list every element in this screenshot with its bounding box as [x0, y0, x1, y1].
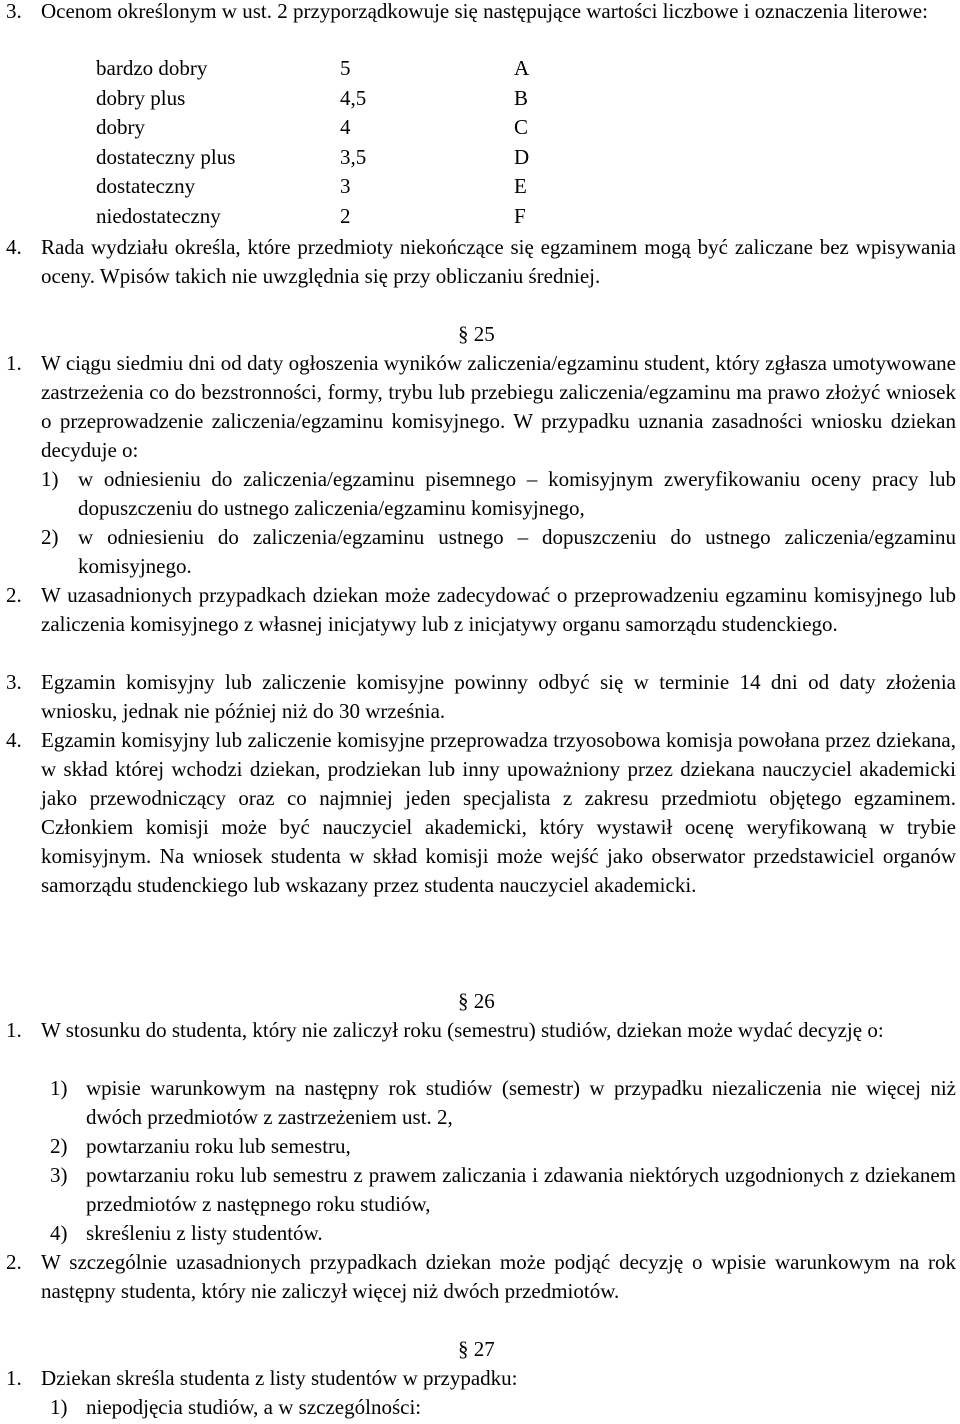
grade-row: [96, 113, 546, 143]
grade-row: [96, 143, 546, 173]
section-25-paragraph-3: [6, 668, 956, 726]
list-item: [50, 1393, 956, 1422]
paragraph-text: Dziekan skreśla studenta z listy studentów w przypadku:: [41, 1366, 518, 1390]
grade-name: dobry: [96, 115, 145, 139]
grade-table: [96, 54, 546, 231]
grade-letter: A: [514, 56, 530, 80]
section-25-paragraph-1: [6, 349, 956, 465]
list-item-number: 1): [41, 467, 59, 491]
grade-value: 5: [340, 56, 351, 80]
grade-letter: D: [514, 144, 530, 169]
grade-letter: C: [514, 115, 529, 139]
list-item-text: w odniesieniu do zaliczenia/egzaminu pisemnego – komisyjnym zweryfikowaniu oceny pracy lub dopuszczeniu do ustnego zaliczenia/egzaminu komisyjnego,: [78, 467, 956, 520]
list-item: [41, 523, 956, 581]
list-item-text: w odniesieniu do zaliczenia/egzaminu ustnego – dopuszczeniu do ustnego zaliczenia/egzaminu komisyjnego.: [78, 525, 956, 578]
list-item-number: 1): [50, 1395, 68, 1419]
grade-name: dobry plus: [96, 85, 186, 110]
section-27-paragraph-1: [6, 1364, 956, 1393]
paragraph-text: Rada wydziału określa, które przedmioty niekończące się egzaminem mogą być zaliczane bez wpisywania oceny. Wpisów takich nie uwzględnia się przy obliczaniu średniej.: [41, 235, 956, 288]
section-25-paragraph-2: [6, 581, 956, 639]
paragraph-number: 4.: [6, 235, 22, 259]
list-item-number: 3): [50, 1163, 68, 1187]
list-item-text: powtarzaniu roku lub semestru,: [86, 1134, 351, 1158]
grade-value: 3: [340, 174, 351, 198]
section-heading-text: § 27: [458, 1337, 495, 1361]
grade-name: dostateczny: [96, 174, 196, 198]
grade-name: bardzo dobry: [96, 56, 208, 80]
paragraph-number: 1.: [6, 351, 22, 375]
section-26-paragraph-2: [6, 1248, 956, 1306]
list-item-text: powtarzaniu roku lub semestru z prawem zaliczania i zdawania niektórych uzgodnionych z dziekanem przedmiotów z następnego roku studiów,: [86, 1163, 956, 1216]
list-item-number: 2): [50, 1134, 68, 1158]
paragraph-text: W ciągu siedmiu dni od daty ogłoszenia wyników zaliczenia/egzaminu student, który zgłasza umotywowane zastrzeżenia co do bezstronności, formy, trybu lub przebiegu zaliczenia/egzaminu ma prawo złożyć wniosek o przeprowadzenie zaliczenia/egzaminu komisyjnego. W przypadku uznania zasadności wniosku dziekan decyduje o:: [41, 351, 956, 462]
paragraph-text: W stosunku do studenta, który nie zaliczył roku (semestru) studiów, dziekan może wydać decyzję o:: [41, 1018, 884, 1042]
grade-value: 2: [340, 203, 351, 228]
list-item: [50, 1161, 956, 1219]
paragraph-text: Egzamin komisyjny lub zaliczenie komisyjne powinny odbyć się w terminie 14 dni od daty złożenia wniosku, jednak nie później niż do 30 września.: [41, 670, 956, 723]
paragraph-number: 4.: [6, 728, 22, 752]
grade-name: niedostateczny: [96, 203, 221, 228]
list-item: [50, 1132, 956, 1161]
grade-value: 4,5: [340, 85, 367, 110]
list-item-number: 2): [41, 525, 59, 549]
paragraph-number: 1.: [6, 1366, 22, 1390]
section-heading-text: § 26: [458, 989, 495, 1013]
grade-name: dostateczny plus: [96, 144, 236, 169]
list-item: [50, 1219, 956, 1248]
paragraph-number: 2.: [6, 1250, 22, 1274]
list-item-text: wpisie warunkowym na następny rok studiów (semestr) w przypadku niezaliczenia nie więcej niż dwóch przedmiotów z zastrzeżeniem ust. 2,: [86, 1076, 956, 1129]
list-item: [41, 465, 956, 523]
paragraph-text: Ocenom określonym w ust. 2 przyporządkowuje się następujące wartości liczbowe i oznaczenia literowe:: [41, 0, 928, 23]
paragraph-number: 1.: [6, 1018, 22, 1042]
section-25-paragraph-4: [6, 726, 956, 900]
paragraph-number: 2.: [6, 583, 22, 607]
grade-row: [96, 202, 546, 232]
paragraph-4: [6, 233, 956, 291]
grade-letter: F: [514, 203, 526, 228]
list-item-number: 1): [50, 1076, 68, 1100]
grade-row: [96, 172, 546, 202]
paragraph-number: 3.: [6, 0, 22, 23]
paragraph-text: W uzasadnionych przypadkach dziekan może zadecydować o przeprowadzeniu egzaminu komisyjnego lub zaliczenia komisyjnego z własnej inicjatywy lub z inicjatywy organu samorządu studenckiego.: [41, 583, 956, 636]
grade-value: 3,5: [340, 144, 367, 169]
section-heading-text: § 25: [458, 322, 495, 346]
grade-letter: E: [514, 174, 527, 198]
list-item-number: 4): [50, 1221, 68, 1245]
grade-row: [96, 54, 546, 84]
paragraph-3: [6, 0, 956, 26]
grade-row: [96, 84, 546, 114]
list-item-text: niepodjęcia studiów, a w szczególności:: [86, 1395, 422, 1419]
paragraph-text: W szczególnie uzasadnionych przypadkach dziekan może podjąć decyzję o wpisie warunkowym na rok następny studenta, który nie zaliczył więcej niż dwóch przedmiotów.: [41, 1250, 956, 1303]
grade-value: 4: [340, 115, 351, 139]
section-26-paragraph-1: [6, 1016, 956, 1045]
list-item: [50, 1074, 956, 1132]
paragraph-number: 3.: [6, 670, 22, 694]
list-item-text: skreśleniu z listy studentów.: [86, 1221, 323, 1245]
paragraph-text: Egzamin komisyjny lub zaliczenie komisyjne przeprowadza trzyosobowa komisja powołana przez dziekana, w skład której wchodzi dziekan, prodziekan lub inny upoważniony przez dziekana nauczyciel akademicki jako przewodniczący oraz co najmniej jeden specjalista z zakresu przedmiotu objętego egzaminem. Członkiem komisji może być nauczyciel akademicki, który wystawił ocenę weryfikowaną w trybie komisyjnym. Na wniosek studenta w skład komisji może wejść jako obserwator przedstawiciel organów samorządu studenckiego lub wskazany przez studenta nauczyciel akademicki.: [41, 728, 956, 897]
grade-letter: B: [514, 85, 529, 110]
